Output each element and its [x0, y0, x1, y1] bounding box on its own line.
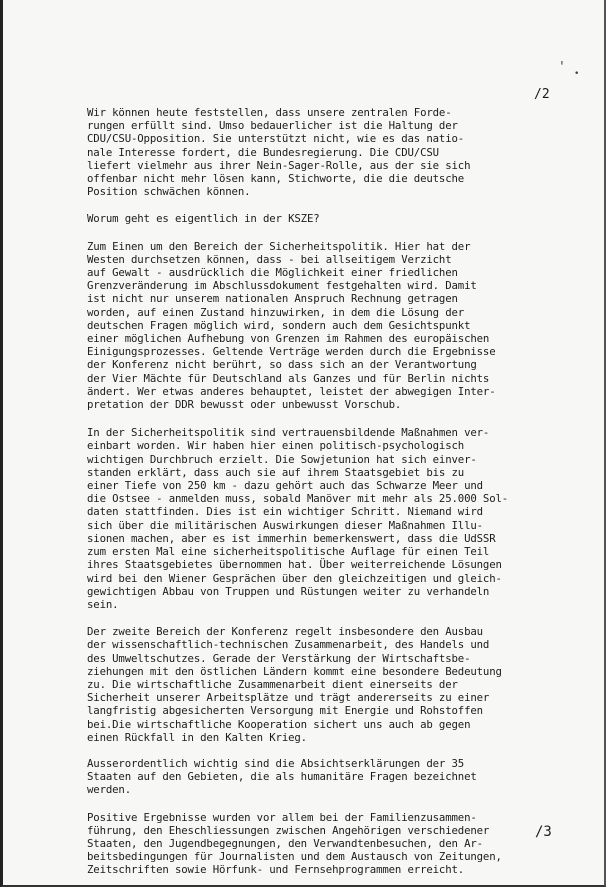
paragraph: Positive Ergebnisse wurden vor allem bei der Familienzusammen- führung, den Eheschliessungen zwischen Angehörigen verschiedener Staaten, den Jugendbegegnungen, den Verwandtenbesuchen, den Ar- beitsbedingungen für Journalisten und dem Austausch von Zeitungen, Zeitschriften sowie Hörfunk- und Fernsehprogrammen erreicht. [87, 810, 502, 877]
margin-mark: • [574, 69, 580, 79]
document-body [87, 106, 545, 887]
paragraph: Der zweite Bereich der Konferenz regelt insbesondere den Ausbau der wissenschaftlich-technischen Zusammenarbeit, des Handels und des Umweltschutzes. Gerade der Verstärkung der Wirtschaftsbe- ziehungen mit den östlichen Ländern kommt eine besondere Bedeutung zu. Die wirtschaftliche Zusammenarbeit dient einerseits der Sicherheit unserer Arbeitsplätze und trägt andererseits zu einer langfristig abgesicherten Versorgung mit Energie und Rohstoffen bei.Die wirtschaftliche Kooperation sichert uns auch ab gegen einen Rückfall in den Kalten Krieg. [87, 625, 502, 744]
page-reference-top: /2 [534, 87, 550, 102]
page-reference-bottom: /3 [535, 824, 552, 840]
paragraph: In der Sicherheitspolitik sind vertrauensbildende Maßnahmen ver- einbart worden. Wir haben hier einen politisch-psychologisch wichtigen Durchbruch erzielt. Die Sowjetunion hat sich einver- standen erklärt, dass auch sie auf ihrem Staatsgebiet bis zu einer Tiefe von 250 km - dazu gehört auch das Schwarze Meer und die Ostsee - anmelden muss, sobald Manöver mit mehr als 25.000 Sol- daten stattfinden. Dies ist ein wichtiger Schritt. Niemand wird sich über die militärischen Auswirkungen dieser Maßnahmen Illu- sionen machen, aber es ist immerhin bemerkenswert, dass die UdSSR zum ersten Mal eine sicherheitspolitische Auflage für einen Teil ihres Staatsgebietes übernommen hat. Über weiterreichende Lösungen wird bei den Wiener Gesprächen über den gleichzeitigen und gleich- gewichtigen Abbau von Truppen und Rüstungen weiter zu verhandeln sein. [87, 426, 509, 611]
margin-mark: ' [558, 60, 566, 75]
section-question: Worum geht es eigentlich in der KSZE? [87, 212, 320, 226]
paragraph: Ausserordentlich wichtig sind die Absichtserklärungen der 35 Staaten auf den Gebieten, die als humanitäre Fragen bezeichnet werden. [87, 756, 477, 797]
paragraph: Zum Einen um den Bereich der Sicherheitspolitik. Hier hat der Westen durchsetzen können, dass - bei allseitigem Verzicht auf Gewalt - ausdrücklich die Möglichkeit einer friedlichen Grenzveränderung im Abschlussdokument festgehalten wird. Damit ist nicht nur unserem nationalen Anspruch Rechnung getragen worden, auf einen Zustand hinzuwirken, in dem die Lösung der deutschen Fragen möglich wird, sondern auch dem Gesichtspunkt einer möglichen Aufhebung von Grenzen im Rahmen des europäischen Einigungsprozesses. Geltende Verträge werden durch die Ergebnisse der Konferenz nicht berührt, so dass sich an der Verantwortung der Vier Mächte für Deutschland als Ganzes und für Berlin nichts ändert. Wer etwas anderes behauptet, leistet der abwegigen Inter- pretation der DDR bewusst oder unbewusst Vorschub. [87, 239, 496, 412]
paragraph: Wir können heute feststellen, dass unsere zentralen Forde- rungen erfüllt sind. Umso bedauerlicher ist die Haltung der CDU/CSU-Opposition. Sie unterstützt nicht, wie es das natio- nale Interesse fordert, die Bundesregierung. Die CDU/CSU liefert vielmehr aus ihrer Nein-Sager-Rolle, aus der sie sich offenbar nicht mehr lösen kann, Stichworte, die die deutsche Position schwächen können. [87, 106, 471, 199]
